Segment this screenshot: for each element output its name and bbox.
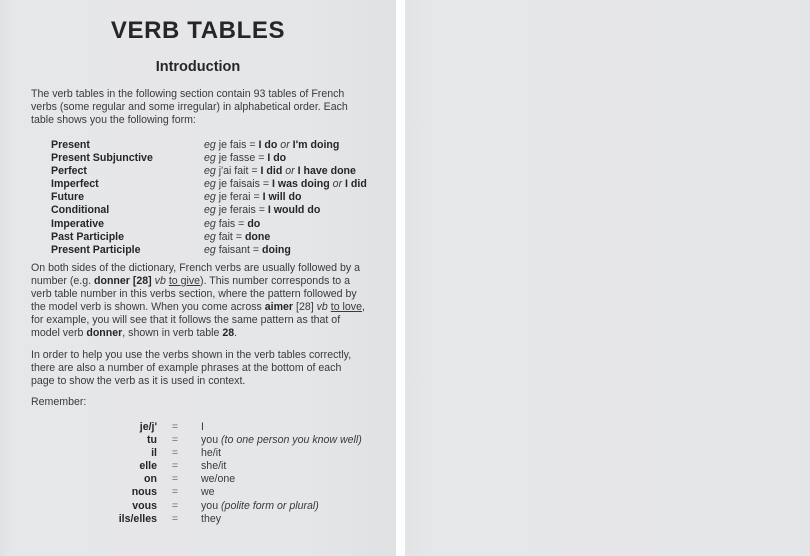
pronoun-row	[86, 486, 362, 499]
eg-marker: eg	[204, 204, 216, 217]
eg-marker: eg	[204, 217, 216, 230]
english-gloss: I do	[267, 152, 287, 165]
english-gloss: I did	[260, 165, 283, 178]
section-heading: Introduction	[155, 59, 241, 75]
verb-form-name: Future	[51, 191, 84, 204]
verb-form-row	[51, 231, 367, 244]
pronoun-row	[86, 460, 362, 473]
verb-table-number: [28]	[132, 275, 152, 288]
verb-form-example: eg je ferai = I will do	[204, 191, 302, 204]
pronoun-row	[86, 421, 362, 434]
conjunction: or	[285, 165, 295, 178]
english-gloss: I was doing	[272, 178, 330, 191]
model-verb-aimer: aimer	[264, 301, 294, 314]
pronoun-table-body	[86, 421, 362, 526]
pronoun-row	[86, 447, 362, 460]
verb-form-name: Conditional	[51, 204, 110, 217]
model-verb-donner: donner	[94, 275, 130, 288]
eg-marker: eg	[204, 178, 216, 191]
conjunction: or	[332, 178, 343, 191]
eg-marker: eg	[204, 230, 216, 243]
equals-sign: =	[171, 447, 179, 460]
equals-sign: =	[171, 512, 179, 525]
equals-sign: =	[171, 421, 179, 433]
pronoun-term: ils/elles	[118, 512, 157, 525]
pronoun-row	[86, 513, 362, 526]
pronoun-meaning: he/it	[201, 447, 222, 460]
pos-marker: vb	[154, 275, 166, 288]
model-verb-donner-2: donner	[86, 327, 123, 340]
english-gloss-alt: I'm doing	[292, 139, 340, 151]
verb-form-row	[51, 218, 367, 231]
verb-gloss-to-give: to give	[168, 275, 201, 288]
equals-sign: =	[171, 473, 179, 486]
eg-marker: eg	[204, 165, 216, 178]
english-gloss: done	[244, 230, 271, 243]
pronoun-term: il	[151, 447, 157, 460]
english-gloss: I would do	[267, 204, 321, 217]
english-gloss: doing	[262, 243, 291, 256]
pronoun-term: je/j'	[139, 421, 157, 433]
pronoun-meaning: you (to one person you know well)	[201, 434, 362, 447]
verb-gloss-to-love: to love	[330, 301, 362, 314]
pronoun-meaning: we	[201, 486, 215, 499]
equals-sign: =	[171, 434, 179, 447]
left-page-content	[0, 0, 396, 556]
pronoun-meaning: I	[201, 421, 204, 433]
body-paragraph-2: In order to help you use the verbs shown in the verb tables correctly, there are also a number of example phrases at the bottom of each page to show the verb as it is used in context.	[31, 349, 352, 388]
pronoun-term: vous	[132, 499, 157, 512]
verb-form-example: eg fait = done	[204, 230, 271, 243]
pronoun-meaning: she/it	[201, 460, 227, 473]
pronoun-row	[86, 473, 362, 486]
pronoun-term: on	[144, 473, 157, 486]
pronoun-term: tu	[147, 434, 157, 447]
verb-table-number-aimer: [28]	[296, 301, 314, 314]
verb-form-name: Present Subjunctive	[51, 152, 153, 165]
pronoun-usage-note: (polite form or plural)	[221, 499, 319, 512]
body-paragraph-1: On both sides of the dictionary, French verbs are usually followed by a number (e.g. donner [28] vb to give). This number corresponds to a verb table number in this verbs section, where the pattern followed by the model verb is shown. When you come across aimer [28] vb to love, for example, you will see that it follows the same pattern as that of model verb donner, shown in verb table 28.	[31, 262, 365, 340]
verb-form-example: eg faisant = doing	[204, 243, 291, 256]
pronoun-row	[86, 434, 362, 447]
english-gloss: I do	[258, 139, 278, 151]
verb-forms-table	[51, 139, 367, 257]
eg-marker: eg	[204, 243, 216, 256]
conjunction: or	[280, 139, 290, 151]
intro-paragraph: The verb tables in the following section contain 93 tables of French verbs (some regular and some irregular) in alphabetical order. Each table shows you the following form:	[31, 88, 348, 127]
verb-form-example: eg je fasse = I do	[204, 152, 287, 165]
pronoun-table	[86, 421, 362, 526]
right-page-blank	[405, 0, 810, 556]
pronoun-usage-note: (to one person you know well)	[221, 434, 362, 447]
equals-sign: =	[171, 486, 179, 499]
english-gloss-alt: I have done	[297, 165, 356, 178]
verb-form-name: Imperfect	[51, 178, 99, 191]
verb-form-name: Imperative	[51, 217, 104, 230]
english-gloss-alt: I did	[345, 178, 367, 191]
verb-form-example: eg fais = do	[204, 217, 261, 230]
verb-forms-table-body	[51, 139, 367, 257]
verb-form-row	[51, 139, 367, 152]
verb-form-row	[51, 204, 367, 217]
english-gloss: do	[247, 217, 261, 230]
verb-form-name: Past Participle	[51, 230, 125, 243]
pronoun-meaning: we/one	[201, 473, 236, 486]
eg-marker: eg	[204, 152, 216, 165]
verb-form-row	[51, 244, 367, 257]
eg-marker: eg	[204, 191, 216, 204]
verb-form-example: eg je faisais = I was doing or I did	[204, 178, 367, 191]
remember-label: Remember:	[31, 396, 87, 408]
equals-sign: =	[171, 499, 179, 512]
verb-form-example: eg je ferais = I would do	[204, 204, 321, 217]
equals-sign: =	[171, 460, 179, 473]
verb-form-name: Present Participle	[51, 243, 141, 256]
verb-form-name: Perfect	[51, 165, 87, 178]
pos-marker-aimer: vb	[316, 301, 328, 314]
verb-form-example: eg j'ai fait = I did or I have done	[204, 165, 356, 178]
pronoun-meaning: they	[201, 512, 222, 525]
pronoun-term: elle	[139, 460, 157, 473]
pronoun-term: nous	[131, 486, 157, 499]
page-title: VERB TABLES	[110, 17, 286, 44]
pronoun-row	[86, 500, 362, 513]
verb-form-row	[51, 178, 367, 191]
verb-form-row	[51, 152, 367, 165]
verb-form-row	[51, 191, 367, 204]
page-gutter	[396, 0, 405, 556]
english-gloss: I will do	[262, 191, 302, 204]
verb-form-row	[51, 165, 367, 178]
eg-marker: eg	[204, 139, 216, 151]
pronoun-meaning: you (polite form or plural)	[201, 499, 319, 512]
verb-form-example: eg je fais = I do or I'm doing	[204, 139, 340, 151]
verb-table-number-28: 28	[222, 327, 235, 340]
verb-form-name: Present	[51, 139, 90, 151]
